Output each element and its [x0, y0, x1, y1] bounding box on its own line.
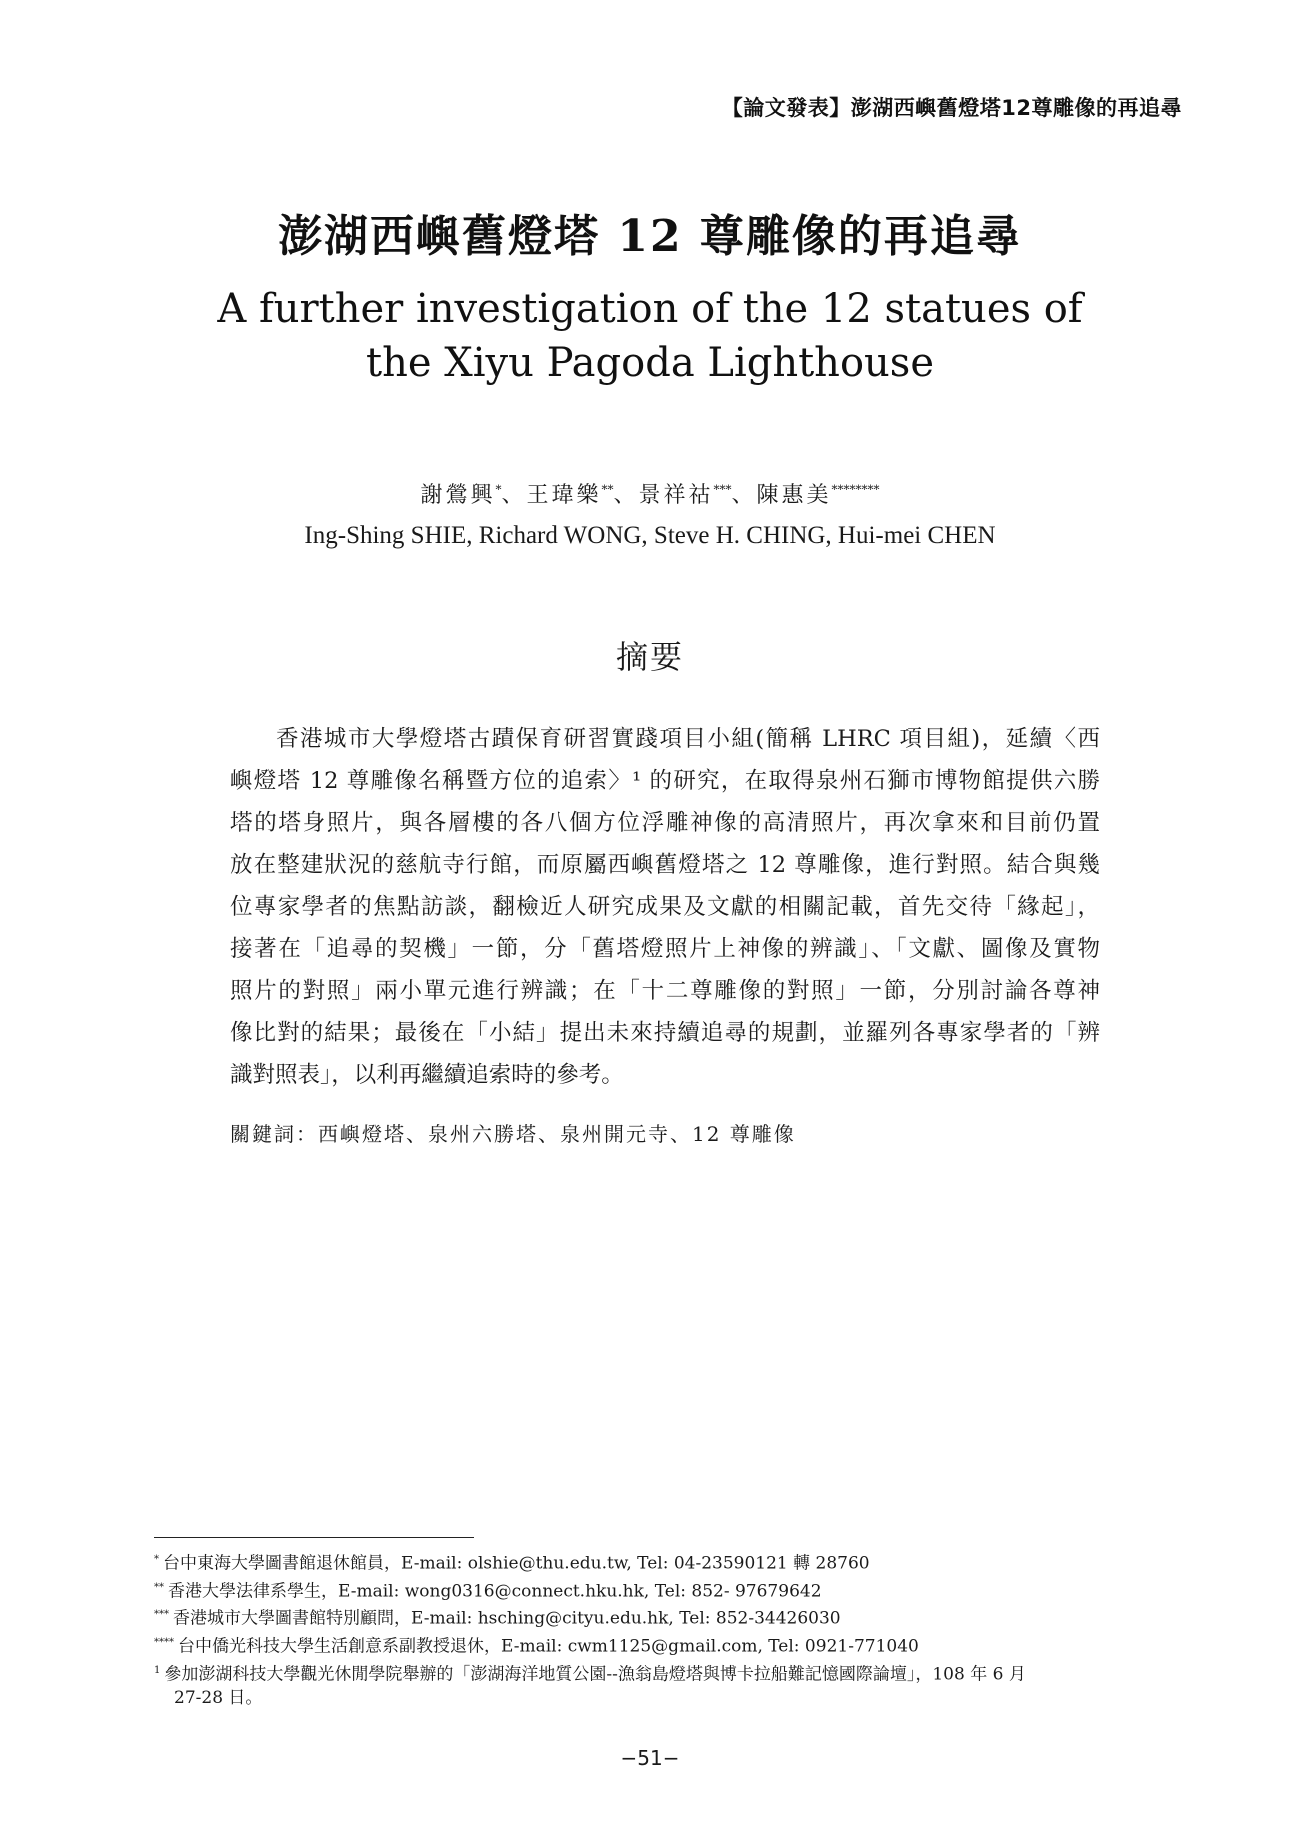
- footnote-text: 台中東海大學圖書館退休館員，E-mail: olshie@thu.edu.tw, Tel: 04-23590121 轉 28760: [163, 1553, 870, 1574]
- footnotes: [154, 1548, 1174, 1710]
- author-name: 陳惠美: [756, 483, 832, 508]
- abstract-body: [230, 718, 1100, 1096]
- footnote-continuation: 27-28 日。: [174, 1688, 263, 1709]
- keywords: 關鍵詞：西嶼燈塔、泉州六勝塔、泉州開元寺、12 尊雕像: [230, 1122, 796, 1146]
- author-separator: 、: [501, 483, 527, 508]
- abstract-heading: 摘要: [615, 638, 684, 676]
- abstract-line: 接著在「追尋的契機」一節，分「舊塔燈照片上神像的辨識」、「文獻、圖像及實物: [230, 936, 1100, 962]
- title-chinese: 澎湖西嶼舊燈塔 12 尊雕像的再追尋: [278, 211, 1022, 262]
- author-separator: 、: [613, 483, 639, 508]
- author-mark: ***: [713, 482, 732, 497]
- title-english-line-1: A further investigation of the 12 statues of: [217, 286, 1083, 332]
- footnote: [154, 1576, 1174, 1604]
- author-mark: ****: [831, 482, 856, 497]
- footnote-text: 香港大學法律系學生，E-mail: wong0316@connect.hku.hk, Tel: 852- 97679642: [168, 1581, 822, 1602]
- author-name: 景祥祜: [638, 483, 714, 508]
- page-number: −51−: [620, 1746, 680, 1770]
- author-mark: *: [495, 482, 502, 497]
- author-mark-trailing: ****: [855, 482, 880, 497]
- abstract-line: 香港城市大學燈塔古蹟保育研習實踐項目小組(簡稱 LHRC 項目組)，延續〈西: [276, 726, 1100, 752]
- footnote: [154, 1659, 1174, 1687]
- abstract-line: 照片的對照」兩小單元進行辨識；在「十二尊雕像的對照」一節，分別討論各尊神: [230, 978, 1100, 1004]
- title-english-line-2: the Xiyu Pagoda Lighthouse: [366, 340, 934, 386]
- footnote-mark: *: [154, 1554, 159, 1565]
- footnote-text: 香港城市大學圖書館特別顧問，E-mail: hsching@cityu.edu.hk, Tel: 852-34426030: [173, 1608, 841, 1629]
- footnote-mark: ****: [154, 1636, 174, 1648]
- abstract-line: 位專家學者的焦點訪談，翻檢近人研究成果及文獻的相關記載，首先交待「緣起」，: [230, 894, 1100, 920]
- author-name: 王瑋樂: [526, 483, 602, 508]
- footnote: [154, 1548, 1174, 1576]
- abstract-line: 識對照表」，以利再繼續追索時的參考。: [230, 1062, 624, 1088]
- footnote: [154, 1631, 1174, 1659]
- abstract-line: 嶼燈塔 12 尊雕像名稱暨方位的追索〉¹ 的研究，在取得泉州石獅市博物館提供六勝: [230, 768, 1100, 794]
- footnote-mark: ***: [154, 1609, 169, 1621]
- footnote-mark: 1: [154, 1664, 161, 1676]
- title-english: [0, 282, 1300, 390]
- footnote-divider: [154, 1537, 474, 1538]
- footnote-text: 台中僑光科技大學生活創意系副教授退休，E-mail: cwm1125@gmail.com, Tel: 0921-771040: [178, 1636, 919, 1657]
- abstract-line: 塔的塔身照片，與各層樓的各八個方位浮雕神像的高清照片，再次拿來和目前仍置: [230, 810, 1100, 836]
- footnote-mark: **: [154, 1581, 164, 1593]
- author-separator: 、: [731, 483, 757, 508]
- abstract-line: 像比對的結果；最後在「小結」提出未來持續追尋的規劃，並羅列各專家學者的「辨: [230, 1020, 1100, 1046]
- authors-chinese: [0, 478, 1300, 509]
- abstract-line: 放在整建狀況的慈航寺行館，而原屬西嶼舊燈塔之 12 尊雕像，進行對照。結合與幾: [230, 852, 1100, 878]
- author-mark: **: [601, 482, 614, 497]
- running-header: 【論文發表】澎湖西嶼舊燈塔12尊雕像的再追尋: [721, 96, 1182, 120]
- author-name: 謝鶯興: [420, 483, 496, 508]
- footnote: [154, 1603, 1174, 1631]
- authors-english: Ing-Shing SHIE, Richard WONG, Steve H. CHING, Hui-mei CHEN: [304, 522, 996, 549]
- footnote-text: 參加澎湖科技大學觀光休閒學院舉辦的「澎湖海洋地質公園--漁翁島燈塔與博卡拉船難記憶國際論壇」，108 年 6 月: [164, 1664, 1026, 1685]
